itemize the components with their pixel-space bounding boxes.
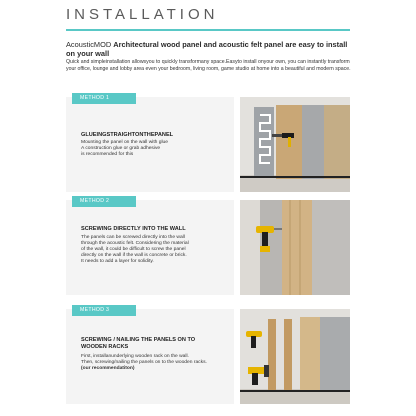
method-2-line: of the wall, it could be difficult to screw the panel [81, 247, 186, 252]
method-2-section [66, 200, 350, 295]
method-1-line: Mounting the panel on the wall with glue [81, 140, 169, 145]
method-3-description [81, 354, 241, 372]
method-1-line: is recommended for this [81, 152, 134, 157]
method-3-badge: METHOD 3 [72, 305, 136, 316]
method-3-section [66, 309, 350, 404]
method-1-photo [240, 97, 350, 192]
page-title: INSTALLATION [66, 6, 219, 23]
method-2-line: It needs to add a layer for solidity. [81, 259, 154, 264]
headline [66, 40, 354, 58]
title-rule [66, 29, 350, 31]
method-3-title: SCREWING / NAILING THE PANELS ON TO WOODEN RACKS [81, 337, 196, 350]
method-1-line: A construction glue or grab adhesive [81, 146, 161, 151]
headline-text: Architectural wood panel and acoustic felt panel are easy to install on your wall [66, 40, 348, 58]
method-3-line: Then, screwing/nailing the panels on to the wooden racks. [81, 360, 207, 365]
method-2-title: SCREWING DIRECTLY INTO THE WALL [81, 226, 186, 232]
method-2-line: The panels can be screwed directly into the wall [81, 235, 185, 240]
method-1-description [81, 140, 231, 158]
method-1-badge: METHOD 1 [72, 93, 136, 104]
method-2-text-panel [66, 200, 234, 295]
method-2-photo [240, 200, 350, 295]
method-1-title: GLUEINGSTRAIGHTONTHEPANEL [81, 132, 174, 138]
method-3-note: (our recommendatiton) [81, 366, 135, 371]
method-2-description [81, 235, 231, 265]
brand-name: AcousticMOD [66, 40, 112, 49]
method-2-line: through the acoustic felt. Considering the material [81, 241, 189, 246]
method-3-text-panel [66, 309, 234, 404]
method-3-line: First, installanunderlying wooden rack on the wall. [81, 354, 189, 359]
method-3-photo [240, 309, 350, 404]
method-1-section [66, 97, 350, 192]
method-2-badge: METHOD 2 [72, 196, 136, 207]
method-2-line: directly on the wall if the wall is concrete or brick. [81, 253, 187, 258]
intro-paragraph: Quick and simpleinstallation allowsyou to quickly transformany space.Easyto install onyour own, you can instantly transform your office, lounge and lobby area even your bedroom, living room, game studio at home into a beautiful and modern space. [66, 59, 351, 72]
method-1-text-panel [66, 97, 234, 192]
